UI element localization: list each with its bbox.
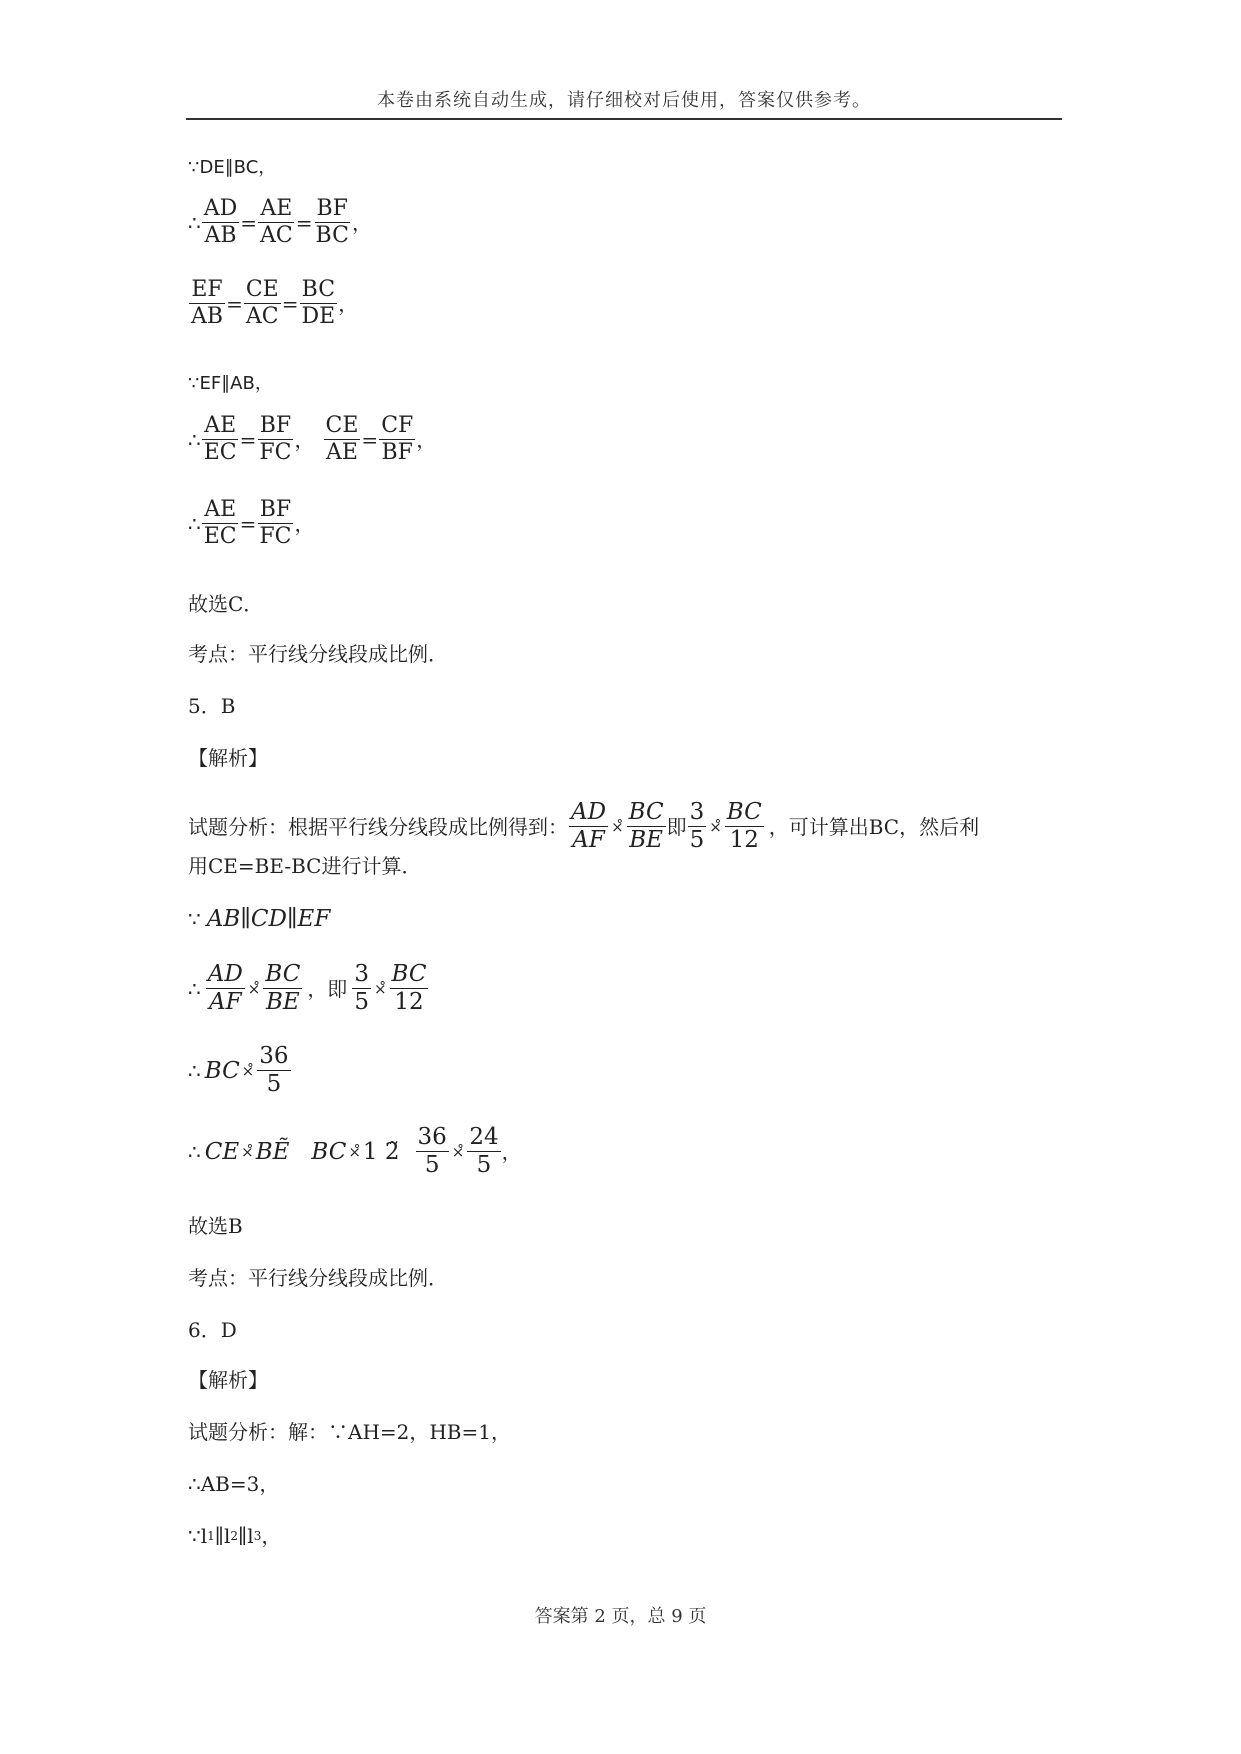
fraction: $\frac{36}{5}$ xyxy=(259,1043,289,1098)
q6-analysis-line-2: ∴AB=3， xyxy=(188,1472,280,1496)
fraction: $\frac{BC}{12}$ xyxy=(391,961,427,1016)
fraction: $\frac{CE}{AC}$ xyxy=(245,277,279,330)
q4-choose: 故选C． xyxy=(188,592,264,616)
q5-analysis-line-2: 用CE=BE-BC进行计算． xyxy=(188,854,422,878)
fraction: $\frac{BF}{BC}$ xyxy=(315,196,349,249)
fraction: $\frac{BC}{12}$ xyxy=(726,799,762,854)
q5-ce-line: ∴ CE ×̊ BẼ BC ×̊ 1 2̃ $\frac{36}{5}$ ×̊ $\frac{24}{5}$ ， xyxy=(188,1124,522,1179)
fraction: $\frac{CE}{AE}$ xyxy=(325,413,359,466)
fraction: $\frac{EF}{AB}$ xyxy=(191,277,224,330)
fraction: $\frac{AE}{AC}$ xyxy=(260,196,293,249)
fraction: $\frac{AE}{EC}$ xyxy=(203,497,237,550)
fraction: $\frac{BC}{BE}$ xyxy=(265,961,301,1016)
fraction: $\frac{3}{5}$ xyxy=(689,799,705,854)
q5-jiexi: 【解析】 xyxy=(188,746,268,770)
q4-ratio-line-4: ∴ $\frac{AE}{EC}$ = $\frac{BF}{FC}$ ， xyxy=(188,497,315,550)
fraction: $\frac{BF}{FC}$ xyxy=(259,497,292,550)
fraction: $\frac{BC}{BE}$ xyxy=(628,799,664,854)
page-header: 本卷由系统自动生成，请仔细校对后使用，答案仅供参考。 xyxy=(377,90,871,111)
page-footer: 答案第 2 页，总 9 页 xyxy=(534,1606,707,1627)
fraction: $\frac{3}{5}$ xyxy=(354,961,369,1016)
q4-line-ef-parallel-ab: ∵EF∥AB， xyxy=(188,373,273,394)
q5-choose: 故选B xyxy=(188,1214,243,1238)
q6-analysis-line-3: ∵l 1 ∥l 2 ∥l 3 ， xyxy=(188,1524,282,1548)
q6-answer: 6．D xyxy=(188,1318,237,1342)
q5-analysis-line-1: 试题分析：根据平行线分线段成比例得到： $\frac{AD}{AF}$ ×̊ $\frac{BC}{BE}$ 即 $\frac{3}{5}$ ×̊ $\frac{BC}{12}$ ，可计算出BC，然后利 xyxy=(188,799,980,854)
q4-line-de-parallel-bc: ∵DE∥BC， xyxy=(188,157,277,178)
fraction: $\frac{CF}{BF}$ xyxy=(381,413,414,466)
fraction: $\frac{AE}{EC}$ xyxy=(203,413,237,466)
fraction: $\frac{BC}{DE}$ xyxy=(301,277,336,330)
fraction: $\frac{BF}{FC}$ xyxy=(259,413,292,466)
q4-ratio-line-2: $\frac{EF}{AB}$ = $\frac{CE}{AC}$ = $\frac{BC}{DE}$ ， xyxy=(191,277,359,330)
fraction: $\frac{24}{5}$ xyxy=(469,1124,499,1179)
q6-analysis-line-1: 试题分析：解：∵AH=2，HB=1， xyxy=(188,1420,511,1444)
q5-ratio-line: ∴ $\frac{AD}{AF}$ ×̊ $\frac{BC}{BE}$ ，即 $\frac{3}{5}$ ×̊ $\frac{BC}{12}$ xyxy=(188,961,427,1016)
q5-answer: 5．B xyxy=(188,694,236,718)
q6-jiexi: 【解析】 xyxy=(188,1368,268,1392)
header-divider xyxy=(186,118,1062,120)
therefore-symbol: ∴ xyxy=(188,210,201,235)
fraction: $\frac{AD}{AF}$ xyxy=(571,799,607,854)
q5-knowledge-point: 考点：平行线分线段成比例． xyxy=(188,1266,448,1290)
q4-knowledge-point: 考点：平行线分线段成比例． xyxy=(188,642,448,666)
q4-ratio-line-3: ∴ $\frac{AE}{EC}$ = $\frac{BF}{FC}$ ， $\frac{CE}{AE}$ = $\frac{CF}{BF}$ ， xyxy=(188,413,437,466)
q5-parallel-line: ∵ AB∥CD∥EF xyxy=(188,906,331,932)
q5-bc-line: ∴ BC ×̊ $\frac{36}{5}$ xyxy=(188,1043,289,1098)
q4-ratio-line-1: ∴ $\frac{AD}{AB}$ = $\frac{AE}{AC}$ = $\frac{BF}{BC}$ ， xyxy=(188,196,372,249)
fraction: $\frac{AD}{AF}$ xyxy=(207,961,243,1016)
fraction: $\frac{36}{5}$ xyxy=(417,1124,447,1179)
fraction: $\frac{AD}{AB}$ xyxy=(203,196,238,249)
